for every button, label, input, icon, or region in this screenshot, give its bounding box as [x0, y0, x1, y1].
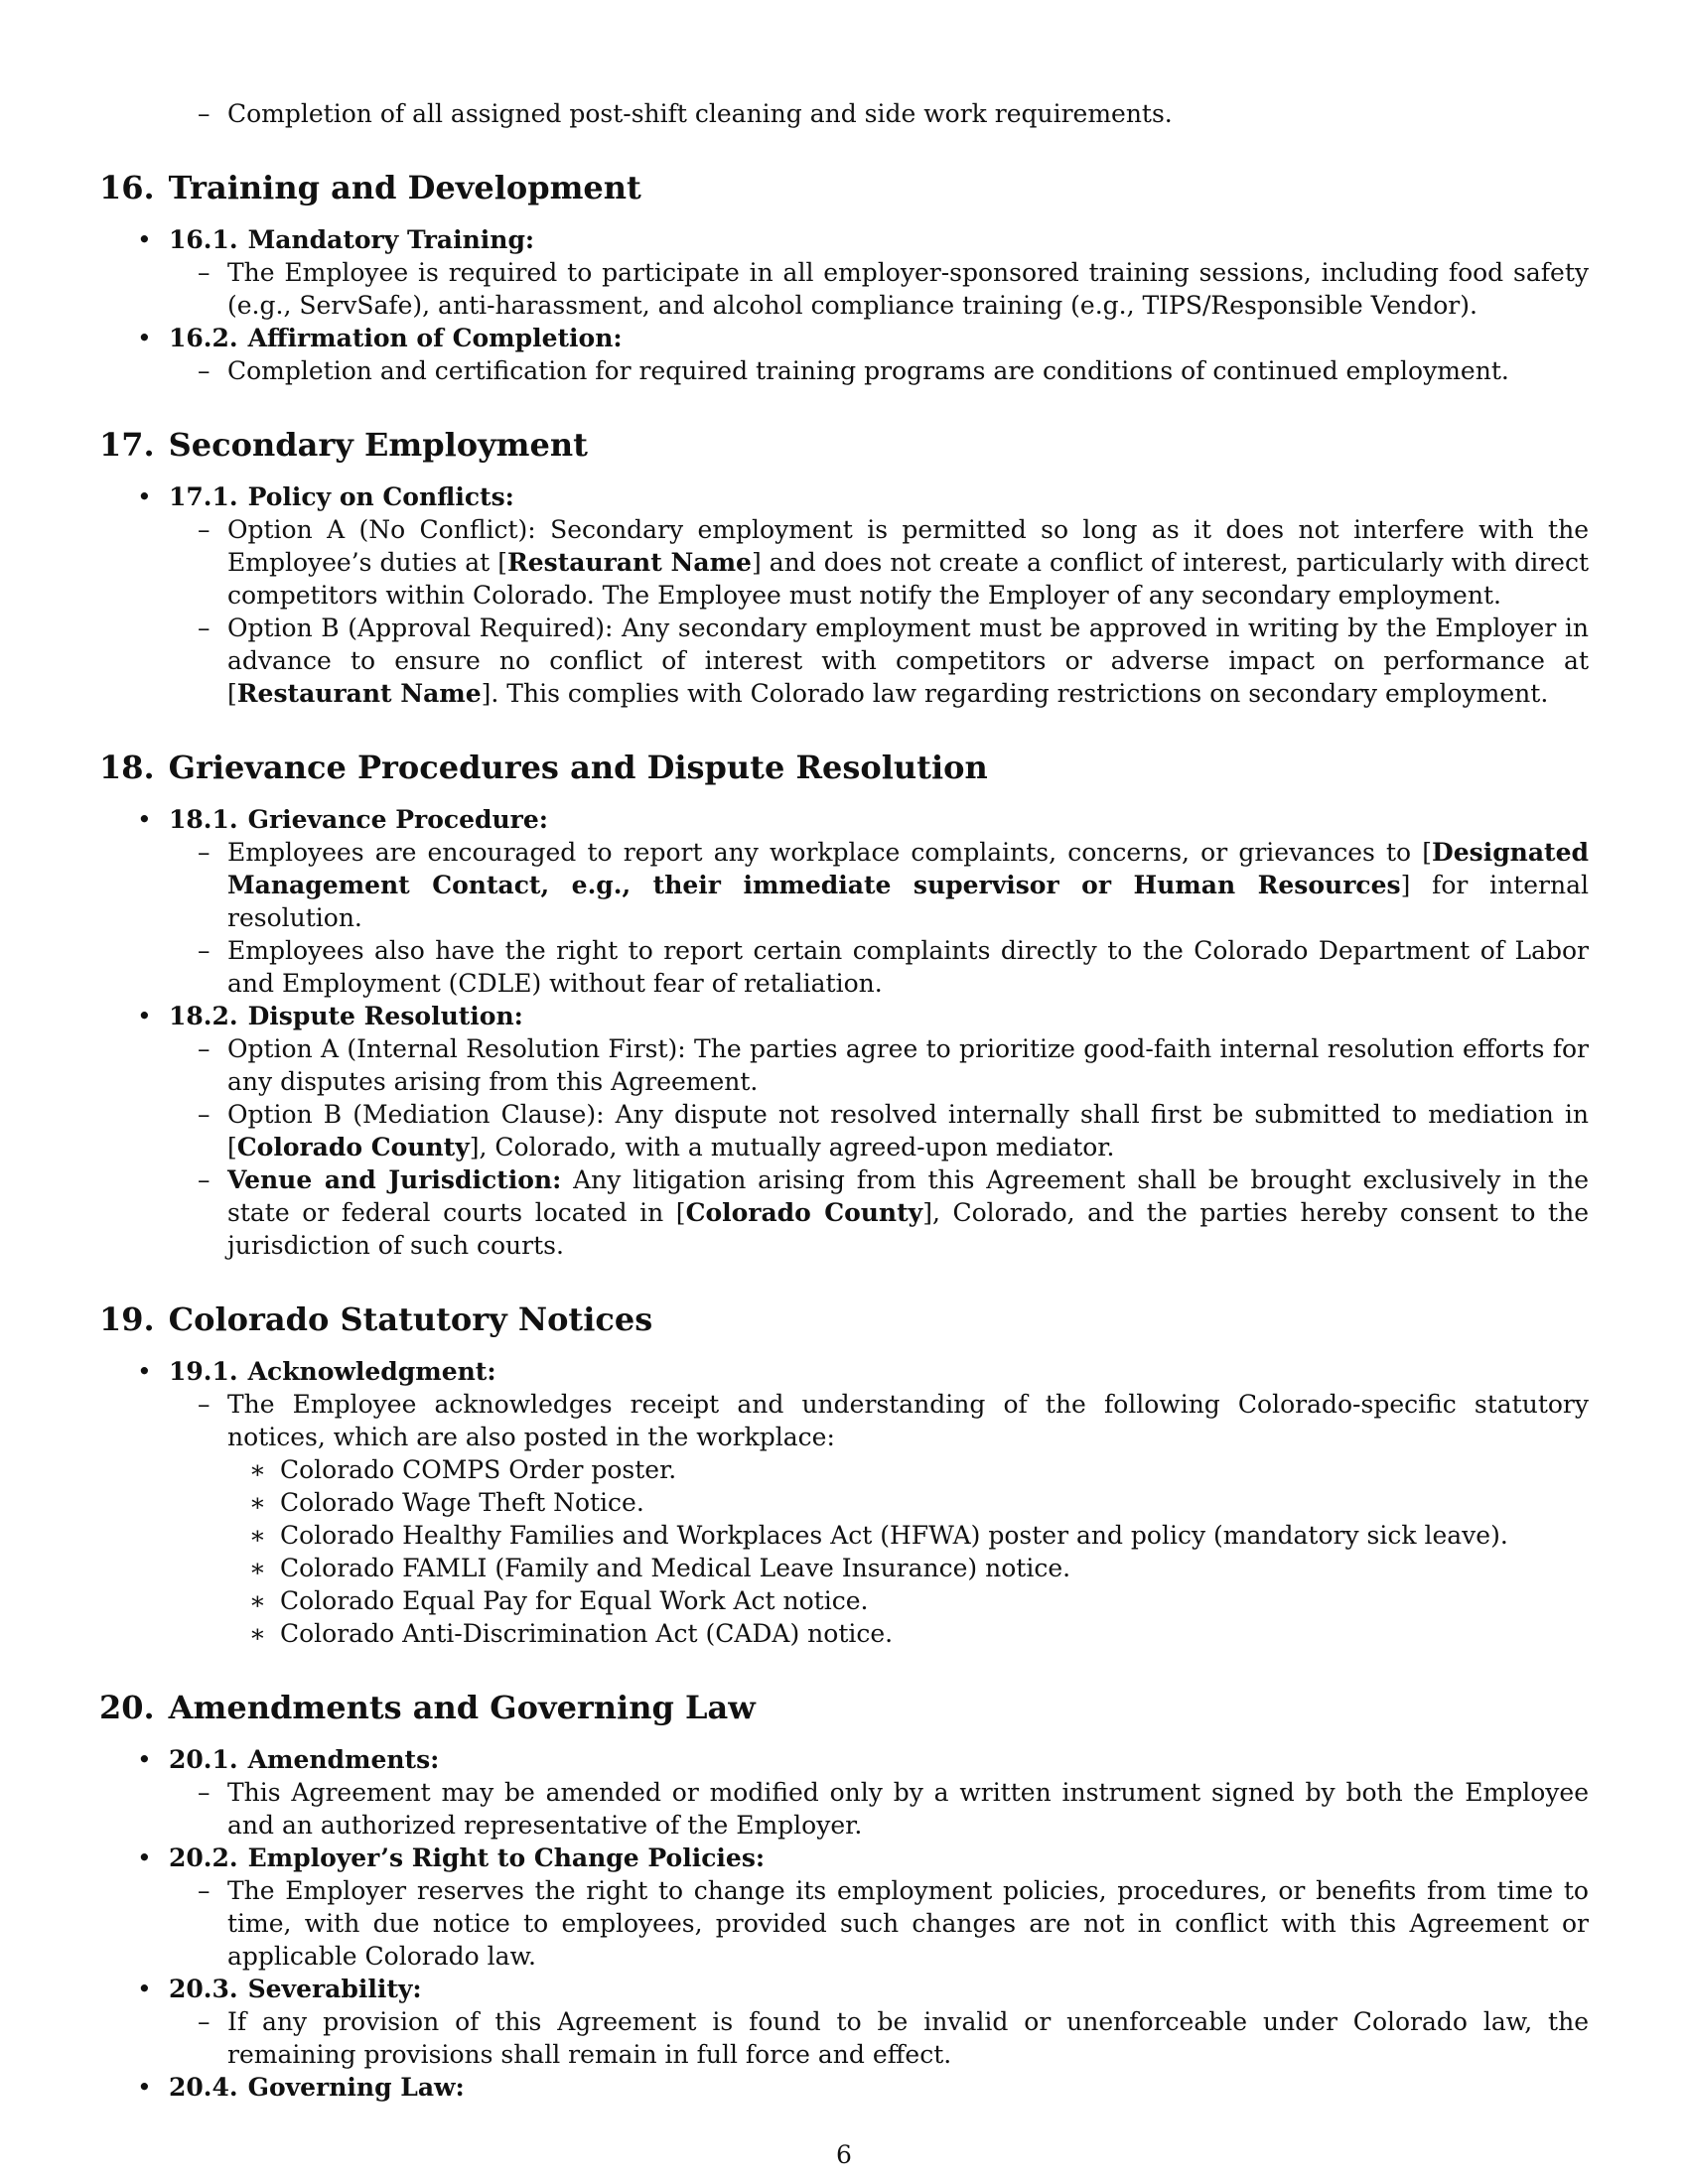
section-18-number: 18. — [99, 749, 155, 786]
star-marker: ∗ — [249, 1488, 266, 1517]
dash-marker: – — [198, 356, 211, 385]
section-17-heading — [99, 425, 1589, 465]
cdle-report-text: Employees also have the right to report certain complaints directly to the Colorado Department of Labor and Employment (CDLE) without fear of retaliation. — [227, 936, 1589, 998]
cdle-report-item — [99, 934, 1589, 1000]
dash-marker: – — [198, 1034, 211, 1063]
option-a-text-start: Option A (No Conflict): Secondary employment is permitted so long as it does not interfere with the Employee’s duties at [ — [227, 515, 1589, 577]
option-b-text-start: Option B (Approval Required): Any secondary employment must be approved in writing by the Employer in advance to ensure no conflict of interest with competitors or adverse impact on performance at [ — [227, 614, 1589, 708]
section-20-heading — [99, 1688, 1589, 1727]
dash-marker: – — [198, 1876, 211, 1905]
management-contact-placeholder: Designated Management Contact, e.g., their immediate supervisor or Human Resources — [227, 838, 1589, 899]
option-a-no-conflict — [99, 513, 1589, 612]
subsection-17-1-title: Policy on Conflicts: — [247, 482, 514, 511]
acknowledgment-item — [99, 1388, 1589, 1453]
dash-marker: – — [198, 1390, 211, 1419]
subsection-20-2-title: Employer’s Right to Change Policies: — [247, 1843, 766, 1872]
subsection-20-3-title: Severability: — [247, 1975, 422, 2003]
section-19-number: 19. — [99, 1300, 155, 1338]
notice-list-item — [99, 1486, 1589, 1519]
bullet-marker: • — [137, 805, 152, 834]
subsection-20-1-title: Amendments: — [247, 1745, 440, 1774]
notice-list-item — [99, 1552, 1589, 1584]
subsection-16-2-number: 16.2. — [169, 324, 238, 352]
star-marker: ∗ — [249, 1586, 266, 1615]
colorado-county-placeholder: Colorado County — [685, 1198, 923, 1227]
subsection-20-2-text: The Employer reserves the right to change its employment policies, procedures, or benefits from time to time, with due notice to employees, provided such changes are not in conflict with this Agreement or applicable Colorado law. — [227, 1876, 1589, 1971]
subsection-16-1-text: The Employee is required to participate in all employer-sponsored training sessions, including food safety (e.g., ServSafe), anti-harassment, and alcohol compliance training (e.g., TIPS/Responsible Vendor). — [227, 258, 1589, 320]
bullet-marker: • — [137, 482, 152, 511]
option-b-mediation — [99, 1098, 1589, 1163]
restaurant-name-placeholder: Restaurant Name — [506, 548, 752, 577]
subsection-16-1-heading — [99, 223, 1589, 256]
section-19-title: Colorado Statutory Notices — [168, 1300, 653, 1338]
option-b-text-end: ]. This complies with Colorado law regarding restrictions on secondary employment. — [481, 679, 1549, 708]
section-16-heading — [99, 168, 1589, 207]
subsection-20-2-number: 20.2. — [169, 1843, 238, 1872]
section-17-title: Secondary Employment — [168, 426, 588, 464]
subsection-18-2-title: Dispute Resolution: — [247, 1002, 523, 1030]
notice-text: Colorado Healthy Families and Workplaces Act (HFWA) poster and policy (mandatory sick leave). — [280, 1521, 1508, 1550]
subsection-16-2-title: Affirmation of Completion: — [247, 324, 623, 352]
section-20-title: Amendments and Governing Law — [168, 1689, 756, 1726]
subsection-18-1-title: Grievance Procedure: — [247, 805, 548, 834]
section-17-number: 17. — [99, 426, 155, 464]
notice-list-item — [99, 1519, 1589, 1552]
subsection-20-1-text: This Agreement may be amended or modified only by a written instrument signed by both the Employee and an authorized representative of the Employer. — [227, 1778, 1589, 1840]
bullet-marker: • — [137, 1975, 152, 2003]
venue-label: Venue and Jurisdiction: — [227, 1165, 562, 1194]
mediation-text-end: ], Colorado, with a mutually agreed-upon mediator. — [469, 1133, 1115, 1161]
dash-marker: – — [198, 614, 211, 642]
star-marker: ∗ — [249, 1619, 266, 1648]
notice-list-item — [99, 1584, 1589, 1617]
subsection-20-1-heading — [99, 1743, 1589, 1776]
option-a-internal-text: Option A (Internal Resolution First): The parties agree to prioritize good-faith internal resolution efforts for any disputes arising from this Agreement. — [227, 1034, 1589, 1096]
subsection-19-1-heading — [99, 1355, 1589, 1388]
subsection-16-2-text: Completion and certification for required training programs are conditions of continued employment. — [227, 356, 1509, 385]
carryover-text: Completion of all assigned post-shift cleaning and side work requirements. — [227, 99, 1173, 128]
star-marker: ∗ — [249, 1554, 266, 1582]
document-page — [99, 97, 1589, 2104]
notice-text: Colorado FAMLI (Family and Medical Leave Insurance) notice. — [280, 1554, 1071, 1582]
dash-marker: – — [198, 1165, 211, 1194]
subsection-20-2-heading — [99, 1842, 1589, 1874]
subsection-16-2-heading — [99, 322, 1589, 354]
section-19-heading — [99, 1299, 1589, 1339]
subsection-20-4-title: Governing Law: — [247, 2073, 465, 2102]
dash-marker: – — [198, 99, 211, 128]
subsection-16-1-number: 16.1. — [169, 225, 238, 254]
notice-list-item — [99, 1617, 1589, 1650]
restaurant-name-placeholder: Restaurant Name — [236, 679, 482, 708]
venue-text-start: Any litigation arising from this Agreement shall be brought exclusively in the state or federal courts located in [ — [227, 1165, 1590, 1227]
section-18-heading — [99, 748, 1589, 787]
dash-marker: – — [198, 1100, 211, 1129]
subsection-20-3-heading — [99, 1973, 1589, 2005]
option-a-internal-resolution — [99, 1032, 1589, 1098]
bullet-marker: • — [137, 225, 152, 254]
grievance-report-item — [99, 836, 1589, 934]
option-b-approval-required — [99, 612, 1589, 710]
star-marker: ∗ — [249, 1455, 266, 1484]
venue-text-end: ], Colorado, and the parties hereby consent to the jurisdiction of such courts. — [227, 1198, 1589, 1260]
bullet-marker: • — [137, 2073, 152, 2102]
notice-text: Colorado Wage Theft Notice. — [280, 1488, 644, 1517]
section-16-title: Training and Development — [168, 169, 641, 206]
subsection-20-1-number: 20.1. — [169, 1745, 238, 1774]
section-18-title: Grievance Procedures and Dispute Resolution — [168, 749, 988, 786]
dash-marker: – — [198, 1778, 211, 1807]
subsection-20-3-item — [99, 2005, 1589, 2071]
notice-list-item — [99, 1453, 1589, 1486]
notice-text: Colorado Anti-Discrimination Act (CADA) notice. — [280, 1619, 894, 1648]
dash-marker: – — [198, 515, 211, 544]
subsection-18-2-heading — [99, 1000, 1589, 1032]
page-number: 6 — [836, 2140, 852, 2169]
mediation-text-start: Option B (Mediation Clause): Any dispute not resolved internally shall first be submitted to mediation in [ — [227, 1100, 1589, 1161]
dash-marker: – — [198, 936, 211, 965]
section-16-number: 16. — [99, 169, 155, 206]
bullet-marker: • — [137, 1002, 152, 1030]
dash-marker: – — [198, 838, 211, 867]
venue-jurisdiction-item — [99, 1163, 1589, 1262]
option-a-text-end: ] and does not create a conflict of interest, particularly with direct competitors within Colorado. The Employee must notify the Employer of any secondary employment. — [227, 548, 1590, 610]
acknowledgment-text: The Employee acknowledges receipt and understanding of the following Colorado-specific statutory notices, which are also posted in the workplace: — [227, 1390, 1589, 1451]
subsection-20-3-text: If any provision of this Agreement is found to be invalid or unenforceable under Colorado law, the remaining provisions shall remain in full force and effect. — [227, 2007, 1589, 2069]
notice-text: Colorado COMPS Order poster. — [280, 1455, 677, 1484]
bullet-marker: • — [137, 1357, 152, 1386]
notice-text: Colorado Equal Pay for Equal Work Act notice. — [280, 1586, 869, 1615]
subsection-16-1-item — [99, 256, 1589, 322]
subsection-20-1-item — [99, 1776, 1589, 1842]
star-marker: ∗ — [249, 1521, 266, 1550]
subsection-18-2-number: 18.2. — [169, 1002, 238, 1030]
subsection-16-2-item — [99, 354, 1589, 387]
grievance-text-start: Employees are encouraged to report any workplace complaints, concerns, or grievances to [ — [227, 838, 1433, 867]
subsection-20-4-number: 20.4. — [169, 2073, 238, 2102]
colorado-county-placeholder: Colorado County — [236, 1133, 470, 1161]
dash-marker: – — [198, 2007, 211, 2036]
subsection-17-1-number: 17.1. — [169, 482, 238, 511]
bullet-marker: • — [137, 1843, 152, 1872]
bullet-marker: • — [137, 324, 152, 352]
subsection-17-1-heading — [99, 480, 1589, 513]
subsection-19-1-number: 19.1. — [169, 1357, 238, 1386]
dash-marker: – — [198, 258, 211, 287]
carryover-item — [99, 97, 1589, 130]
subsection-20-4-heading — [99, 2071, 1589, 2104]
subsection-18-1-heading — [99, 803, 1589, 836]
subsection-18-1-number: 18.1. — [169, 805, 238, 834]
subsection-20-3-number: 20.3. — [169, 1975, 238, 2003]
subsection-19-1-title: Acknowledgment: — [247, 1357, 496, 1386]
subsection-16-1-title: Mandatory Training: — [247, 225, 535, 254]
subsection-20-2-item — [99, 1874, 1589, 1973]
bullet-marker: • — [137, 1745, 152, 1774]
section-20-number: 20. — [99, 1689, 155, 1726]
grievance-text-end: ] for internal resolution. — [227, 871, 1589, 932]
